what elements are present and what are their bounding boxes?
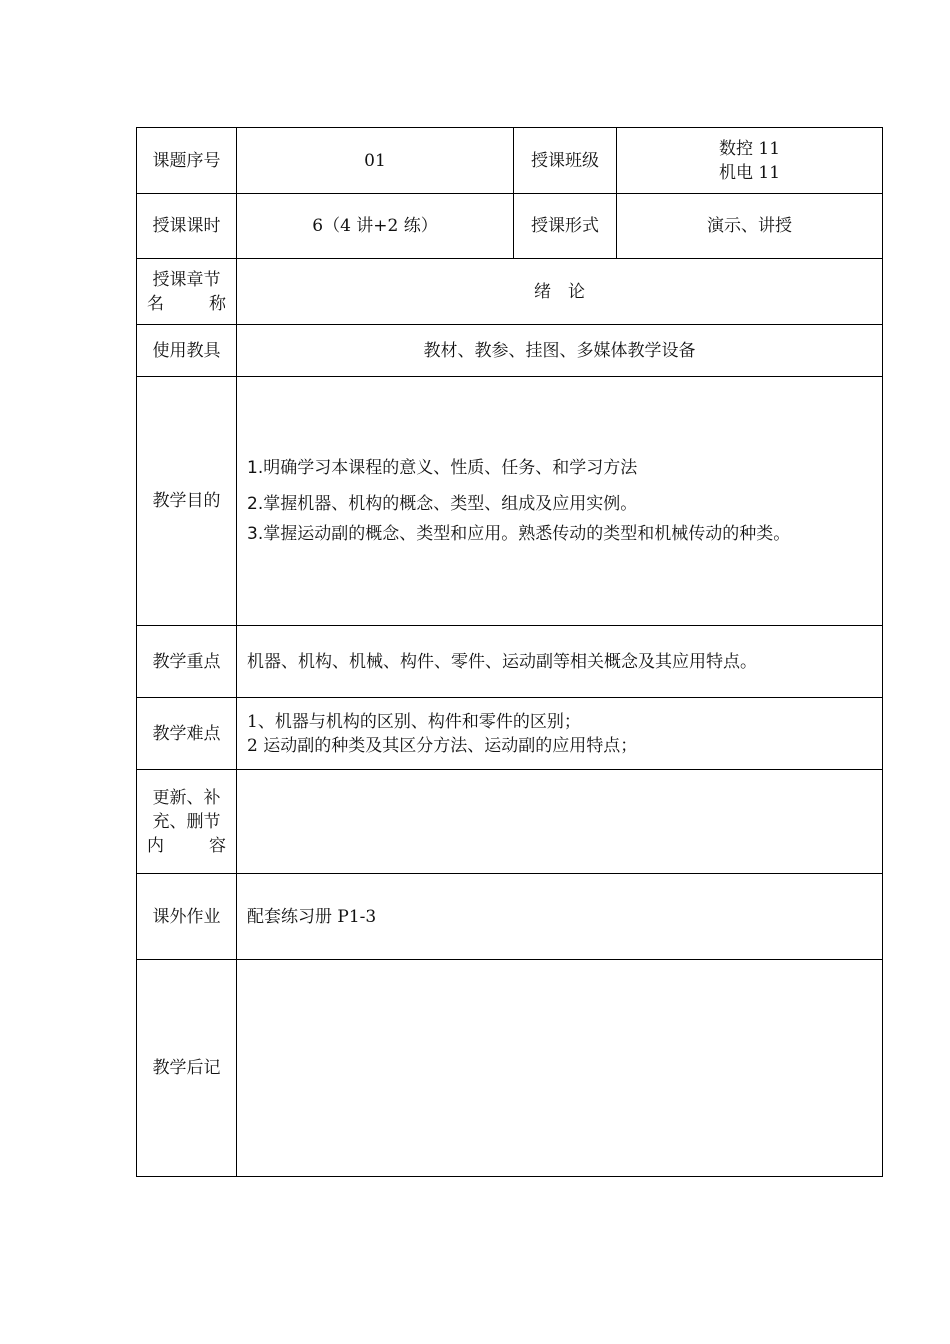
hours-label: 授课课时 bbox=[137, 194, 237, 259]
class-value bbox=[617, 128, 883, 194]
key-points-value: 机器、机构、机械、构件、零件、运动副等相关概念及其应用特点。 bbox=[237, 626, 883, 698]
updates-label-char-1: 内 bbox=[147, 835, 164, 856]
updates-label-line-1: 更新、补 bbox=[152, 787, 221, 808]
row-difficulties bbox=[137, 698, 883, 770]
class-line-2: 机电 11 bbox=[718, 162, 781, 183]
row-chapter bbox=[137, 259, 883, 325]
updates-label-line-2: 充、删节 bbox=[152, 811, 221, 832]
chapter-label-char-1: 名 bbox=[147, 293, 164, 314]
row-hours bbox=[137, 194, 883, 259]
difficulties-value bbox=[237, 698, 883, 770]
teaching-goals-label: 教学目的 bbox=[137, 377, 237, 626]
chapter-label-line-1: 授课章节 bbox=[152, 269, 221, 290]
teaching-goals-value bbox=[237, 377, 883, 626]
chapter-label bbox=[137, 259, 237, 325]
row-reflection bbox=[137, 960, 883, 1177]
topic-number-label: 课题序号 bbox=[137, 128, 237, 194]
goal-item-2: 2.掌握机器、机构的概念、类型、组成及应用实例。 bbox=[247, 494, 638, 514]
key-points-label: 教学重点 bbox=[137, 626, 237, 698]
reflection-value bbox=[237, 960, 883, 1177]
form-label: 授课形式 bbox=[514, 194, 617, 259]
topic-number-value: 01 bbox=[237, 128, 514, 194]
updates-label-line-3 bbox=[147, 834, 226, 858]
difficulty-line-1: 1、机器与机构的区别、构件和零件的区别； bbox=[247, 711, 581, 732]
goal-item-1: 1.明确学习本课程的意义、性质、任务、和学习方法 bbox=[247, 458, 638, 478]
hours-value: 6（4 讲+2 练） bbox=[237, 194, 514, 259]
class-line-1: 数控 11 bbox=[718, 138, 781, 159]
difficulty-line-2: 2 运动副的种类及其区分方法、运动副的应用特点； bbox=[247, 735, 638, 756]
chapter-label-char-2: 称 bbox=[209, 293, 226, 314]
row-teaching-goals bbox=[137, 377, 883, 626]
teaching-aids-label: 使用教具 bbox=[137, 325, 237, 377]
chapter-label-line-2 bbox=[147, 292, 226, 316]
difficulties-label: 教学难点 bbox=[137, 698, 237, 770]
lesson-plan-table bbox=[136, 127, 883, 1177]
homework-label: 课外作业 bbox=[137, 874, 237, 960]
chapter-value: 绪 论 bbox=[237, 259, 883, 325]
row-teaching-aids bbox=[137, 325, 883, 377]
updates-label bbox=[137, 770, 237, 874]
reflection-label: 教学后记 bbox=[137, 960, 237, 1177]
form-value: 演示、讲授 bbox=[617, 194, 883, 259]
row-topic-number bbox=[137, 128, 883, 194]
homework-value: 配套练习册 P1-3 bbox=[237, 874, 883, 960]
row-updates bbox=[137, 770, 883, 874]
updates-label-char-2: 容 bbox=[209, 835, 226, 856]
class-label: 授课班级 bbox=[514, 128, 617, 194]
row-homework bbox=[137, 874, 883, 960]
row-key-points bbox=[137, 626, 883, 698]
updates-value bbox=[237, 770, 883, 874]
teaching-aids-value: 教材、教参、挂图、多媒体教学设备 bbox=[237, 325, 883, 377]
goal-item-3: 3.掌握运动副的概念、类型和应用。熟悉传动的类型和机械传动的种类。 bbox=[247, 524, 791, 544]
